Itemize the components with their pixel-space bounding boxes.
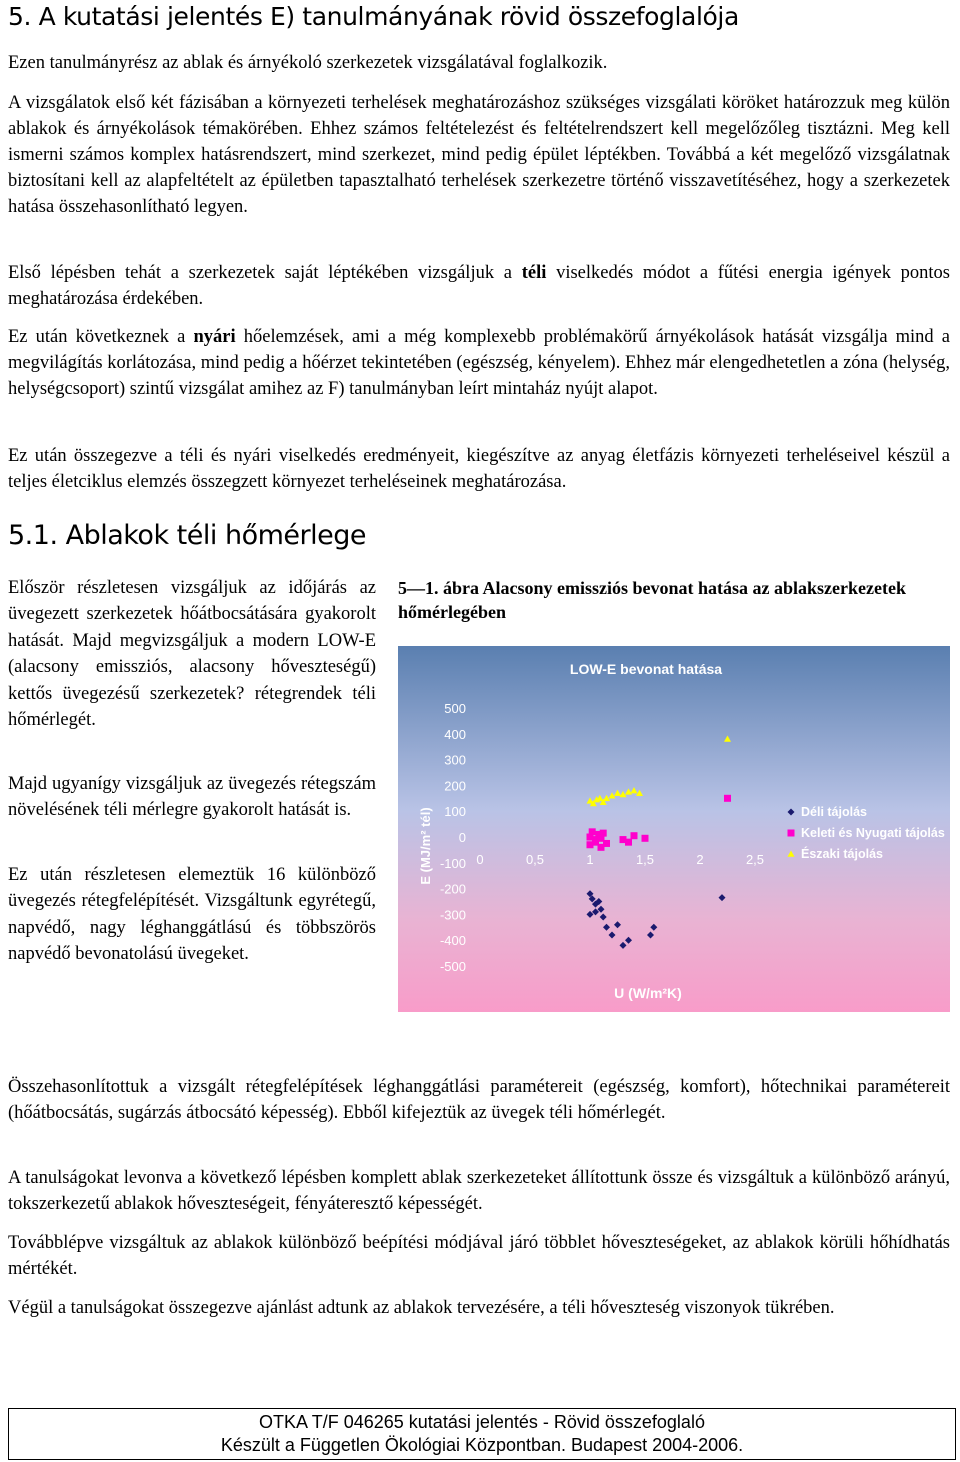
intro-paragraph-3: Első lépésben tehát a szerkezetek saját léptékében vizsgáljuk a téli viselkedés módot a fűtési energia igények pontos meghatározása érdekében. <box>8 263 951 309</box>
after-paragraph-2: A tanulságokat levonva a következő lépésben komplett ablak szerkezeteket állítottunk össze és vizsgáltuk a különböző arányú, tokszerkezetű ablakok hőveszteségeit, fényáteresztő képességét. <box>8 1168 950 1214</box>
y-tick-label: 300 <box>444 752 466 768</box>
data-point <box>589 828 596 835</box>
data-point <box>642 835 649 842</box>
y-tick-label: -100 <box>439 855 466 871</box>
footer-line-2: Készült a Független Ökológiai Központban. Budapest 2004-2006. <box>220 1435 744 1455</box>
intro-paragraph-5: Ez után összegezve a téli és nyári viselkedés eredményeit, kiegészítve az anyag életfázis környezeti terheléseivel készül a teljes életciklus elemzés összegzett környezet terheléseinek meghatározása. <box>8 446 950 492</box>
section-heading: 5.1. Ablakok téli hőmérlege <box>8 520 366 551</box>
intro-paragraph-4: Ez után következnek a nyári hőelemzések, ami a még komplexebb problémakörű árnyékolások hatását vizsgálja mind a megvilágítás korlátozása, mind pedig a hőérzet tekintetében (egészség, kényelem). Ehhez már elengedhetetlen a zóna (helység, helységcsoport) szintű vizsgálat amihez az F) tanulmányban leírt mintaház nyújt alapot. <box>8 327 950 399</box>
y-tick-label: 100 <box>444 804 466 820</box>
data-point <box>631 832 638 839</box>
section-paragraph-2: Majd ugyanígy vizsgáljuk az üvegezés rétegszám növelésének téli mérlegre gyakorolt hatását is. <box>8 774 376 821</box>
footer-line-1: OTKA T/F 046265 kutatási jelentés - Rövid összefoglaló <box>259 1412 705 1432</box>
y-tick-label: -500 <box>439 959 466 974</box>
legend-label: Keleti és Nyugati tájolás <box>801 826 945 840</box>
chart-title: LOW-E bevonat hatása <box>569 661 723 677</box>
after-paragraph-1: Összehasonlítottuk a vizsgált rétegfelépítések léghanggátlási paramétereit (egészség, komfort), hőtechnikai paramétereit (hőátbocsátás, sugárzás átbocsátó képesség). Ebből kifejeztük az üvegek téli hőmérlegét. <box>8 1077 950 1123</box>
y-tick-label: 500 <box>444 701 466 716</box>
low-e-chart <box>398 646 950 1012</box>
x-axis-label: U (W/m²K) <box>614 985 682 1001</box>
x-tick-label: 1,5 <box>635 852 655 867</box>
legend-marker <box>788 830 795 837</box>
y-tick-label: -300 <box>439 907 466 923</box>
after-paragraph-3: Továbblépve vizsgáltuk az ablakok különböző beépítési módjával járó többlet hőveszteségeket, az ablakok körüli hőhídhatás mértékét. <box>8 1233 950 1279</box>
footer-box <box>8 1408 956 1460</box>
x-tick-label: 2,5 <box>745 852 765 867</box>
data-point <box>600 830 607 837</box>
section-paragraph-3: Ez után részletesen elemeztük 16 különböző üvegezés rétegfelépítését. Vizsgáltunk egyrétegű, napvédő, nagy léghanggátlású és többszörös napvédő bevonatolású üvegeket. <box>8 865 376 965</box>
data-point <box>603 840 610 847</box>
intro-paragraph-1: Ezen tanulmányrész az ablak és árnyékoló szerkezetek vizsgálatával foglalkozik. <box>8 53 608 73</box>
y-tick-label: -200 <box>439 881 466 897</box>
x-tick-label: 0,5 <box>525 852 545 867</box>
data-point <box>724 795 731 802</box>
y-tick-label: 400 <box>444 726 466 742</box>
intro-paragraph-2: A vizsgálatok első két fázisában a környezeti terhelések meghatározáshoz szükséges vizsgálati köröket határozzuk meg külön ablakok és árnyékolások témakörében. Ehhez számos feltételezést és feltételrendszert kell megelőzőleg tisztázni. Meg kell ismerni számos komplex hatásrendszert, mind szerkezet, mind pedig épület léptékben. Továbbá a két megelőző vizsgálatnak biztosítani kell az alapfeltételt az épületben tapasztalható terhelések szerkezetre történő visszavetítéséhez, hogy a szerkezetek hatása összehasonlítható legyen. <box>8 93 950 217</box>
figure-caption: 5—1. ábra Alacsony emissziós bevonat hatása az ablakszerkezetek hőmérlegében <box>398 578 906 622</box>
x-tick-label: 0 <box>476 852 484 867</box>
data-point <box>625 839 632 846</box>
x-tick-label: 2 <box>696 852 704 867</box>
page-heading: 5. A kutatási jelentés E) tanulmányának rövid összefoglalója <box>8 2 739 31</box>
y-tick-label: 0 <box>458 830 466 845</box>
after-paragraph-4: Végül a tanulságokat összegezve ajánlást adtunk az ablakok tervezésére, a téli hőveszteség viszonyok tükrében. <box>8 1298 835 1318</box>
y-axis-label: E (MJ/m² tél) <box>418 807 433 885</box>
legend-label: Déli tájolás <box>801 805 867 819</box>
x-tick-label: 1 <box>586 852 594 867</box>
y-tick-label: -400 <box>439 933 466 949</box>
y-tick-label: 200 <box>444 778 466 794</box>
legend-label: Északi tájolás <box>801 847 883 861</box>
section-paragraph-1: Először részletesen vizsgáljuk az időjárás az üvegezett szerkezetek hőátbocsátására gyakorolt hatását. Majd megvizsgáljuk a modern LOW-E (alacsony emissziós, alacsony hőveszteségű) kettős üvegezésű szerkezetek? rétegrendek téli hőmérlegét. <box>8 578 376 731</box>
